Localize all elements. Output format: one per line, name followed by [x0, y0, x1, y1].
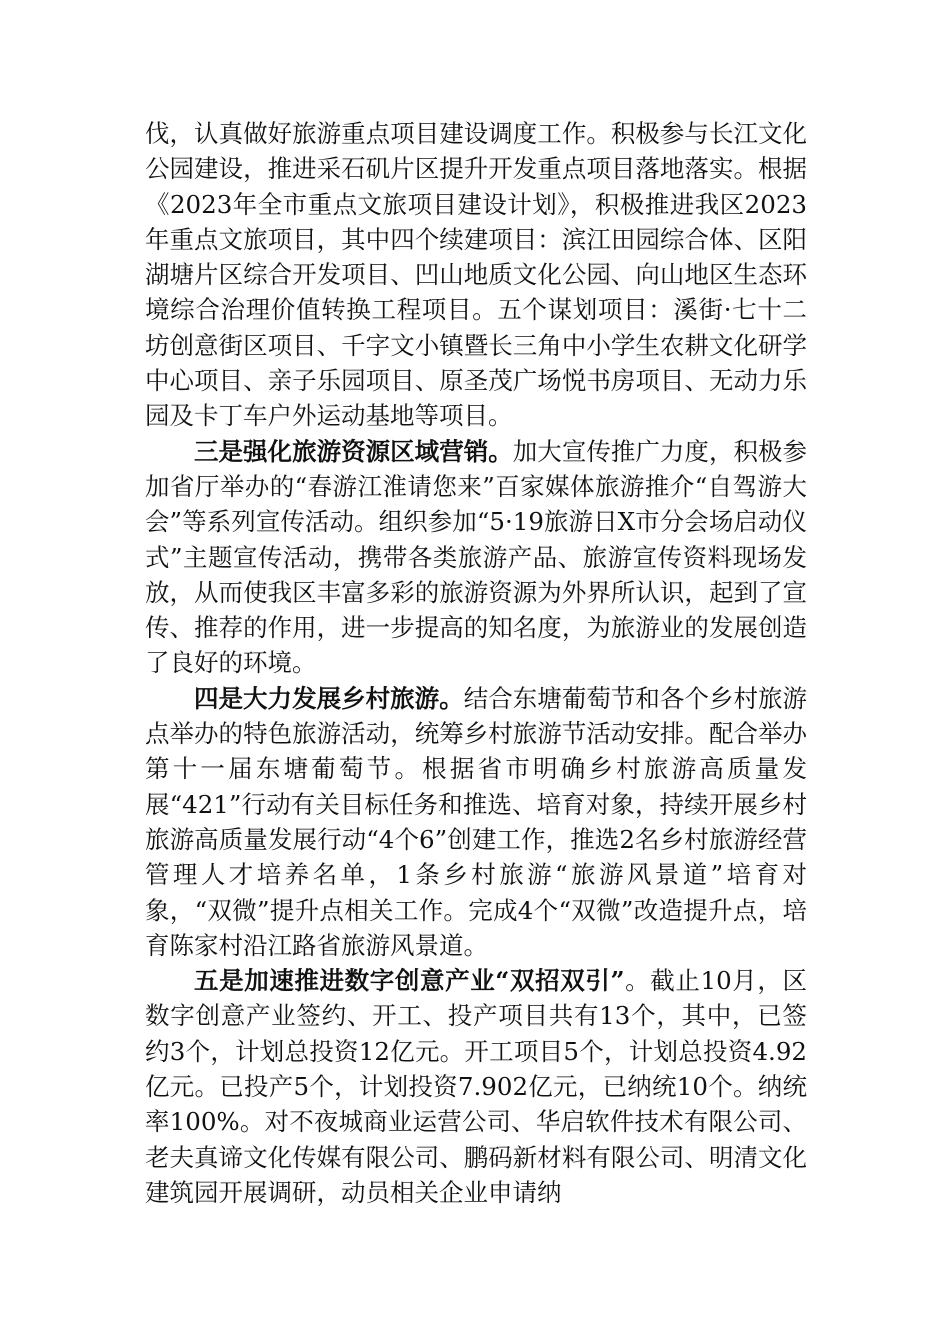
- paragraph-text: 伐，认真做好旅游重点项目建设调度工作。积极参与长江文化公园建设，推进采石矶片区提升开发重点项目落地落实。根据《2023年全市重点文旅项目建设计划》，积极推进我区2023年重点文旅项目，其中四个续建项目：滨江田园综合体、区阳湖塘片区综合开发项目、凹山地质文化公园、向山地区生态环境综合治理价值转换工程项目。五个谋划项目：溪街·七十二坊创意街区项目、千字文小镇暨长三角中小学生农耕文化研学中心项目、亲子乐园项目、原圣茂广场悦书房项目、无动力乐园及卡丁车户外运动基地等项目。: [145, 119, 807, 431]
- paragraph-text: 结合东塘葡萄节和各个乡村旅游点举办的特色旅游活动，统筹乡村旅游节活动安排。配合举办第十一届东塘葡萄节。根据省市明确乡村旅游高质量发展“421”行动有关目标任务和推选、培育对象，持续开展乡村旅游高质量发展行动“4个6”创建工作，推选2名乡村旅游经营管理人才培养名单，1条乡村旅游“旅游风景道”培育对象，“双微”提升点相关工作。完成4个“双微”改造提升点，培育陈家村沿江路省旅游风景道。: [145, 683, 808, 960]
- document-body: [145, 116, 807, 1210]
- paragraph-heading: 四是大力发展乡村旅游。: [194, 683, 464, 713]
- paragraph-heading: 三是强化旅游资源区域营销。: [194, 436, 513, 466]
- paragraph-item-5: [145, 963, 807, 1210]
- paragraph-continuation: [145, 116, 807, 434]
- paragraph-text: 加大宣传推广力度，积极参加省厅举办的“春游江淮请您来”百家媒体旅游推介“自驾游大会”等系列宣传活动。组织参加“5·19旅游日X市分会场启动仪式”主题宣传活动，携带各类旅游产品、旅游宣传资料现场发放，从而使我区丰富多彩的旅游资源为外界所认识，起到了宣传、推荐的作用，进一步提高的知名度，为旅游业的发展创造了良好的环境。: [145, 436, 808, 678]
- paragraph-text: 。截止10月，区数字创意产业签约、开工、投产项目共有13个，其中，已签约3个，计划总投资12亿元。开工项目5个，计划总投资4.92亿元。已投产5个，计划投资7.902亿元，已纳统10个。纳统率100%。对不夜城商业运营公司、华启软件技术有限公司、老夫真谛文化传媒有限公司、鹏码新材料有限公司、明清文化建筑园开展调研，动员相关企业申请纳: [145, 966, 807, 1207]
- paragraph-heading: 五是加速推进数字创意产业“双招双引”: [194, 966, 625, 996]
- paragraph-item-3: [145, 434, 807, 681]
- paragraph-item-4: [145, 681, 807, 963]
